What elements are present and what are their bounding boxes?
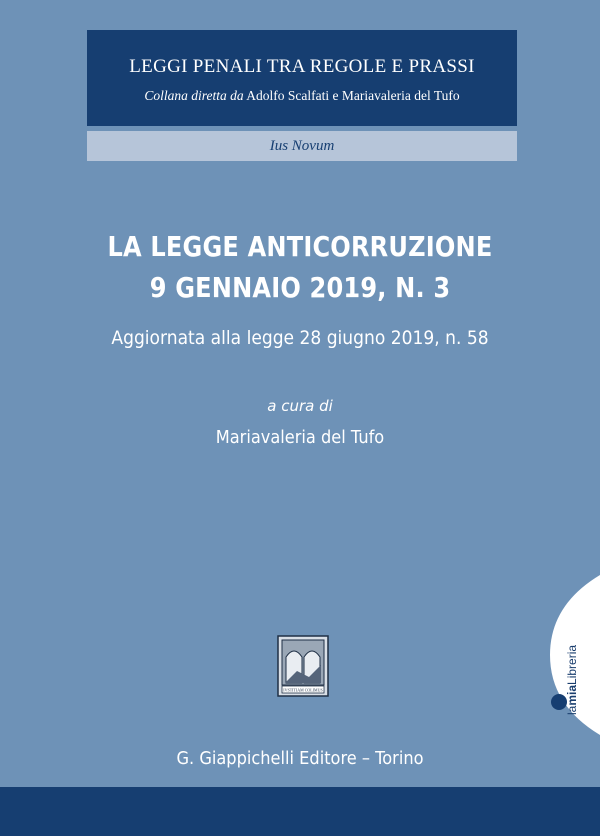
side-tab-label[interactable] xyxy=(565,645,579,715)
emblem-motto: IVSTITIAM COLIMUS xyxy=(283,687,323,693)
book-subtitle: Aggiornata alla legge 28 giugno 2019, n. 58 xyxy=(111,327,489,349)
imprint-bar xyxy=(87,131,517,161)
edited-by-label: a cura di xyxy=(267,397,333,415)
publisher-emblem-icon xyxy=(277,635,329,697)
side-tab-suffix: Libreria xyxy=(565,644,579,685)
imprint-label: Ius Novum xyxy=(269,138,335,154)
book-title-line-1: LA LEGGE ANTICORRUZIONE xyxy=(107,230,493,263)
series-title: LEGGI PENALI TRA REGOLE E PRASSI xyxy=(129,56,475,77)
editor-name: Mariavaleria del Tufo xyxy=(215,427,385,448)
series-header xyxy=(87,30,517,126)
side-tab-bold: mia xyxy=(565,684,579,706)
series-editors: Adolfo Scalfati e Mariavaleria del Tufo xyxy=(246,88,460,103)
side-tab-prefix: la xyxy=(565,705,579,715)
book-title-line-2: 9 GENNAIO 2019, N. 3 xyxy=(149,271,451,304)
series-subtitle-prefix: Collana diretta da xyxy=(144,88,244,103)
series-subtitle xyxy=(87,88,517,104)
bottom-band xyxy=(0,787,600,836)
publisher-name: G. Giappichelli Editore – Torino xyxy=(176,748,424,769)
